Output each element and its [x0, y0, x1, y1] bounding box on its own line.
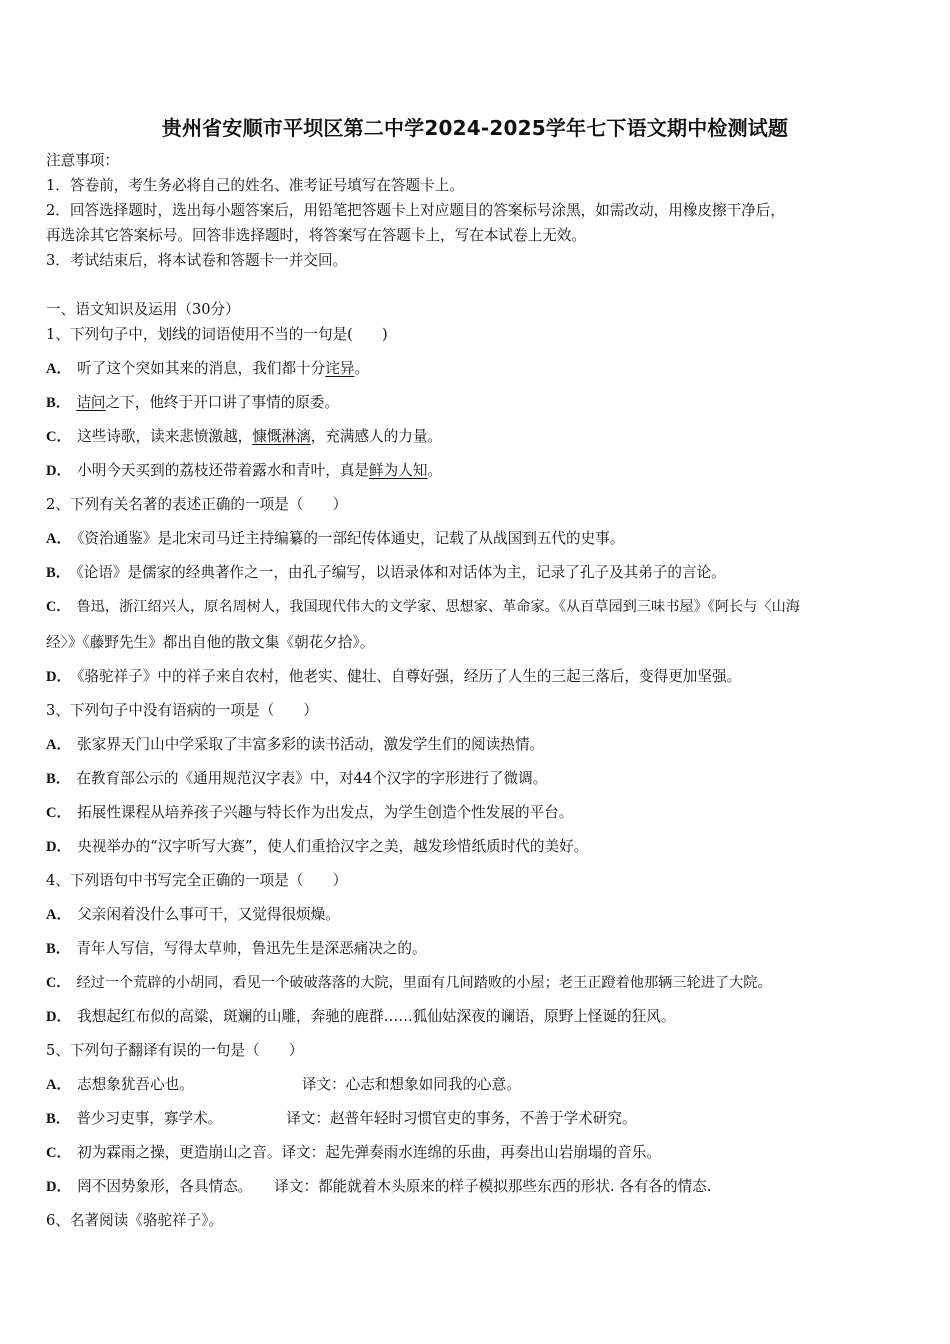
option-text: 央视举办的“汉字听写大赛”，使人们重拾汉字之美，越发珍惜纸质时代的美好。 [77, 838, 589, 855]
option-label: A． [46, 907, 72, 923]
option-label: A． [46, 737, 72, 753]
option-label: A． [46, 531, 72, 547]
option-text: ，充满感人的力量。 [310, 428, 443, 445]
option-translation: 译文：赵普年轻时习惯官吏的事务，不善于学术研究。 [286, 1110, 637, 1127]
option-text: 听了这个突如其来的消息，我们都十分 [77, 360, 326, 377]
option-text: 拓展性课程从培养孩子兴趣与特长作为出发点，为学生创造个性发展的平台。 [77, 804, 574, 821]
option-text: 这些诗歌，读来悲愤激越， [77, 428, 253, 445]
option-label: D． [46, 463, 72, 479]
question-5-option-b [46, 1109, 637, 1129]
option-text: 。 [354, 360, 370, 377]
question-3-option-a [46, 735, 544, 755]
question-4-option-c [46, 973, 772, 993]
question-1-option-d [46, 461, 442, 481]
underlined-word: 诘问 [76, 394, 106, 411]
option-label: B． [46, 1111, 71, 1127]
question-4-option-d [46, 1007, 676, 1027]
question-2-option-c [46, 597, 800, 617]
note-item: 再选涂其它答案标号。回答非选择题时，将答案写在答题卡上，写在本试卷上无效。 [46, 227, 586, 244]
option-source: 罔不因势象形，各具情态。 [77, 1178, 253, 1195]
question-2-option-d [46, 667, 741, 687]
option-label: D． [46, 669, 72, 685]
option-label: D． [46, 1179, 72, 1195]
question-3-option-d [46, 837, 588, 857]
page-title: 贵州省安顺市平坝区第二中学2024-2025学年七下语文期中检测试题 [161, 116, 789, 140]
option-translation: 译文：都能就着木头原来的样子模拟那些东西的形状. 各有各的情态. [274, 1178, 712, 1195]
question-2-option-b [46, 563, 726, 583]
option-label: C． [46, 975, 71, 991]
option-label: A． [46, 361, 72, 377]
question-6-stem: 6、名著阅读《骆驼祥子》。 [46, 1212, 224, 1229]
question-5-stem: 5、下列句子翻译有误的一句是（ ） [46, 1042, 304, 1059]
option-text: 。 [427, 462, 443, 479]
question-2-option-c-continued: 经〉》《藤野先生》都出自他的散文集《朝花夕拾》。 [46, 634, 375, 651]
note-item: 3．考试结束后，将本试卷和答题卡一并交回。 [46, 252, 348, 269]
option-label: C． [46, 1145, 72, 1161]
option-text: 父亲闲着没什么事可干，又觉得很烦燥。 [77, 906, 340, 923]
option-source: 初为霖雨之操，更造崩山之音。 [77, 1144, 282, 1161]
option-text: 我想起红布似的高粱，斑斓的山雕，奔驰的鹿群……狐仙姑深夜的谰语，原野上怪诞的狂风。 [77, 1008, 676, 1025]
question-4-stem: 4、下列语句中书写完全正确的一项是（ ） [46, 872, 348, 889]
underlined-word: 鲜为人知 [369, 462, 428, 479]
option-label: C． [46, 599, 71, 615]
option-source: 志想象犹吾心也。 [77, 1076, 194, 1093]
notes-heading: 注意事项： [46, 152, 119, 169]
underlined-word: 慷慨淋漓 [252, 428, 311, 445]
underlined-word: 诧异 [325, 360, 355, 377]
option-label: C． [46, 429, 72, 445]
option-text: 之下，他终于开口讲了事情的原委。 [105, 394, 340, 411]
option-label: D． [46, 839, 72, 855]
question-2-stem: 2、下列有关名著的表述正确的一项是（ ） [46, 496, 348, 513]
note-item: 2．回答选择题时，选出每小题答案后，用铅笔把答题卡上对应题目的答案标号涂黑，如需改动，用橡皮擦干净后， [46, 202, 785, 219]
question-4-option-a [46, 905, 340, 925]
question-4-option-b [46, 939, 427, 959]
option-text: 鲁迅，浙江绍兴人，原名周树人，我国现代伟大的文学家、思想家、革命家。《从百草园到三味书屋》《阿长与〈山海 [76, 599, 800, 615]
option-text: 《资治通鉴》是北宋司马迁主持编纂的一部纪传体通史，记载了从战国到五代的史事。 [77, 530, 625, 547]
option-text: 青年人写信，写得太草帅，鲁迅先生是深恶痛决之的。 [76, 940, 427, 957]
question-2-option-a [46, 529, 624, 549]
option-label: B． [46, 395, 71, 411]
option-text: 在教育部公示的《通用规范汉字表》中，对44个汉字的字形进行了微调。 [76, 770, 548, 787]
question-3-stem: 3、下列句子中没有语病的一项是（ ） [46, 702, 318, 719]
question-1-option-a [46, 359, 369, 379]
section-heading: 一、语文知识及运用（30分） [46, 301, 240, 318]
option-label: B． [46, 771, 71, 787]
option-text: 小明今天买到的荔枝还带着露水和青叶，真是 [77, 462, 370, 479]
note-item: 1．答卷前，考生务必将自己的姓名、准考证号填写在答题卡上。 [46, 177, 464, 194]
option-translation: 译文：心志和想象如同我的心意。 [301, 1076, 521, 1093]
option-label: B． [46, 941, 71, 957]
option-label: B． [46, 565, 71, 581]
option-label: C． [46, 805, 72, 821]
option-label: A． [46, 1077, 72, 1093]
option-text: 《骆驼祥子》中的祥子来自农村，他老实、健壮、自尊好强，经历了人生的三起三落后，变得更加坚强。 [77, 668, 742, 685]
question-1-stem: 1、下列句子中，划线的词语使用不当的一句是( ) [46, 326, 388, 343]
option-label: D． [46, 1009, 72, 1025]
question-5-option-c [46, 1143, 661, 1163]
option-source: 普少习吏事，寡学术。 [76, 1110, 223, 1127]
question-1-option-c [46, 427, 442, 447]
question-5-option-d [46, 1177, 711, 1197]
question-3-option-b [46, 769, 547, 789]
option-text: 经过一个荒辟的小胡同，看见一个破破落落的大院，里面有几间踏败的小屋；老王正蹬着他那辆三轮进了大院。 [76, 975, 772, 991]
option-text: 《论语》是儒家的经典著作之一，由孔子编写，以语录体和对话体为主，记录了孔子及其弟子的言论。 [76, 564, 726, 581]
question-1-option-b [46, 393, 339, 413]
question-5-option-a [46, 1075, 521, 1095]
option-translation: 译文：起先弹奏雨水连绵的乐曲，再奏出山岩崩塌的音乐。 [281, 1144, 661, 1161]
question-3-option-c [46, 803, 573, 823]
option-text: 张家界天门山中学采取了丰富多彩的读书活动，激发学生们的阅读热情。 [77, 736, 545, 753]
